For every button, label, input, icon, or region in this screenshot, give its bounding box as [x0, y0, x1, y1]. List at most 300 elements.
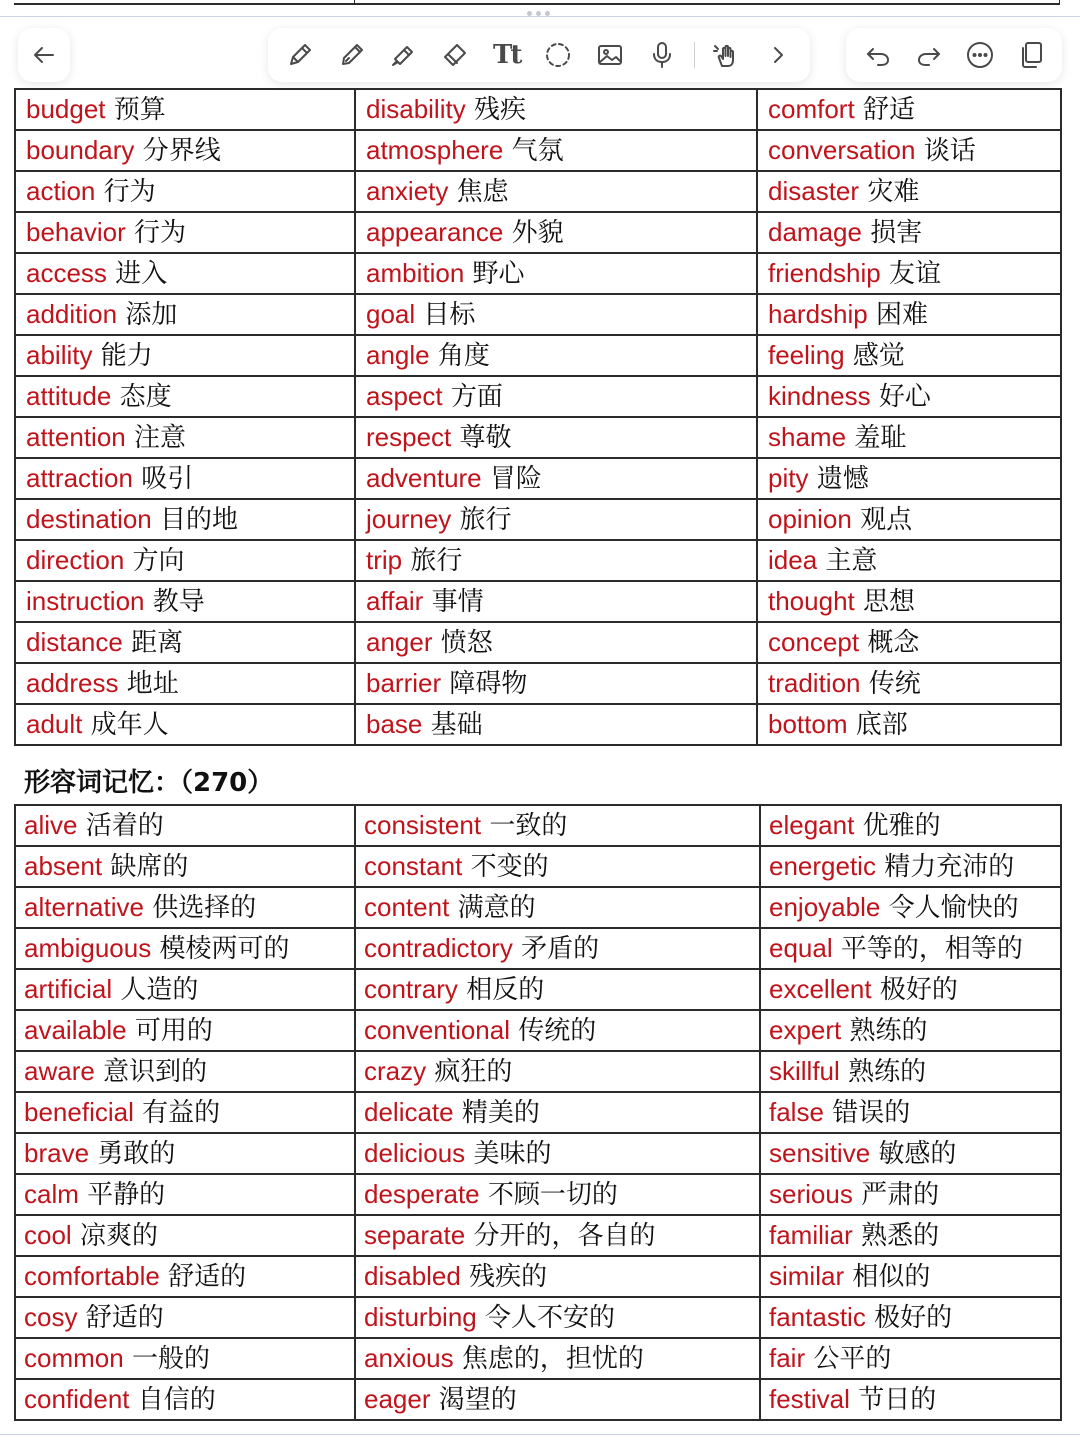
chinese-meaning: 残疾的 — [469, 1262, 548, 1292]
vocab-cell — [760, 1379, 1061, 1420]
english-word: ambition — [366, 258, 465, 288]
vocab-cell — [15, 417, 355, 458]
vocab-cell — [15, 622, 355, 663]
vocab-cell — [355, 171, 757, 212]
drag-handle-icon[interactable] — [527, 11, 550, 16]
chinese-meaning: 事情 — [431, 587, 484, 617]
chinese-meaning: 注意 — [134, 423, 187, 453]
chinese-meaning: 敏感的 — [878, 1139, 957, 1169]
english-word: aware — [24, 1056, 95, 1086]
vocab-cell — [15, 540, 355, 581]
hand-draw-icon — [711, 40, 741, 70]
table-row — [15, 846, 1061, 887]
english-word: calm — [24, 1179, 79, 1209]
vocab-cell — [757, 212, 1061, 253]
chinese-meaning: 渴望的 — [438, 1385, 517, 1415]
english-word: energetic — [769, 851, 876, 881]
lasso-tool-button[interactable] — [538, 35, 578, 75]
english-word: tradition — [768, 668, 861, 698]
chinese-meaning: 缺席的 — [110, 852, 189, 882]
vocab-cell — [15, 704, 355, 745]
vocab-cell — [15, 253, 355, 294]
table-row — [15, 1379, 1061, 1420]
table-row — [15, 1256, 1061, 1297]
vocab-cell — [757, 130, 1061, 171]
english-word: access — [26, 258, 107, 288]
english-word: kindness — [768, 381, 871, 411]
english-word: sensitive — [769, 1138, 871, 1168]
vocab-cell — [355, 581, 757, 622]
english-word: damage — [768, 217, 862, 247]
table-row — [15, 1174, 1061, 1215]
vocab-cell — [760, 928, 1061, 969]
vocab-cell — [15, 1133, 355, 1174]
vocab-cell — [355, 253, 757, 294]
vocab-cell — [15, 887, 355, 928]
previous-table-bottom-edge — [14, 0, 1060, 5]
adjectives-heading: 形容词记忆：（270） — [24, 768, 274, 798]
chinese-meaning: 尊敬 — [459, 423, 512, 453]
chinese-meaning: 底部 — [855, 710, 908, 740]
english-word: consistent — [364, 810, 482, 840]
chinese-meaning: 距离 — [131, 628, 184, 658]
chinese-meaning: 目标 — [423, 300, 476, 330]
chinese-meaning: 焦虑的，担忧的 — [461, 1344, 644, 1374]
eraser-icon — [440, 40, 470, 70]
chinese-meaning: 勇敢的 — [97, 1139, 176, 1169]
english-word: skillful — [769, 1056, 840, 1086]
chinese-meaning: 目的地 — [160, 505, 239, 535]
chinese-meaning: 分开的，各自的 — [473, 1221, 656, 1251]
english-word: idea — [768, 545, 818, 575]
english-word: appearance — [366, 217, 504, 247]
chinese-meaning: 传统的 — [518, 1016, 597, 1046]
english-word: goal — [366, 299, 416, 329]
vocab-cell — [355, 1379, 760, 1420]
chinese-meaning: 能力 — [100, 341, 153, 371]
english-word: anxious — [364, 1343, 454, 1373]
english-word: cosy — [24, 1302, 78, 1332]
vocab-cell — [15, 294, 355, 335]
chinese-meaning: 障碍物 — [449, 669, 528, 699]
english-word: addition — [26, 299, 118, 329]
pencil-icon — [337, 40, 367, 70]
chinese-meaning: 熟练的 — [849, 1016, 928, 1046]
chinese-meaning: 平静的 — [87, 1180, 166, 1210]
english-word: separate — [364, 1220, 466, 1250]
vocab-cell — [355, 1256, 760, 1297]
english-word: fantastic — [769, 1302, 866, 1332]
english-word: equal — [769, 933, 833, 963]
vocab-cell — [355, 663, 757, 704]
vocab-cell — [760, 846, 1061, 887]
table-row — [15, 1092, 1061, 1133]
vocab-cell — [757, 335, 1061, 376]
highlighter-icon — [388, 40, 418, 70]
chinese-meaning: 进入 — [115, 259, 168, 289]
chinese-meaning: 精力充沛的 — [884, 852, 1015, 882]
english-word: conventional — [364, 1015, 510, 1045]
english-word: concept — [768, 627, 860, 657]
english-word: journey — [366, 504, 452, 534]
table-row — [15, 1338, 1061, 1379]
vocab-cell — [355, 294, 757, 335]
english-word: disabled — [364, 1261, 461, 1291]
chinese-meaning: 节日的 — [858, 1385, 937, 1415]
table-row — [15, 622, 1061, 663]
chinese-meaning: 谈话 — [923, 136, 976, 166]
chinese-meaning: 教导 — [152, 587, 205, 617]
vocab-cell — [15, 499, 355, 540]
english-word: familiar — [769, 1220, 853, 1250]
vocab-cell — [15, 581, 355, 622]
english-word: false — [769, 1097, 824, 1127]
chinese-meaning: 旅行 — [459, 505, 512, 535]
chinese-meaning: 可用的 — [134, 1016, 213, 1046]
english-word: base — [366, 709, 423, 739]
english-word: shame — [768, 422, 847, 452]
text-tool-icon: Tt — [493, 40, 521, 70]
vocab-cell — [15, 663, 355, 704]
vocab-cell — [355, 417, 757, 458]
chinese-meaning: 极好的 — [879, 975, 958, 1005]
vocab-cell — [15, 805, 355, 846]
undo-icon — [863, 40, 893, 70]
vocab-cell — [757, 499, 1061, 540]
chinese-meaning: 一致的 — [489, 811, 568, 841]
vocab-cell — [760, 1256, 1061, 1297]
vocab-cell — [355, 1215, 760, 1256]
vocab-cell — [760, 1338, 1061, 1379]
table-row — [15, 704, 1061, 745]
more-options-button[interactable] — [960, 35, 1000, 75]
chinese-meaning: 疯狂的 — [434, 1057, 513, 1087]
chinese-meaning: 分界线 — [142, 136, 221, 166]
vocab-cell — [15, 1010, 355, 1051]
undo-button[interactable] — [858, 35, 898, 75]
english-word: expert — [769, 1015, 842, 1045]
vocab-cell — [15, 1379, 355, 1420]
vocab-cell — [760, 887, 1061, 928]
english-word: absent — [24, 851, 103, 881]
toolbar — [18, 28, 1062, 82]
english-word: delicate — [364, 1097, 454, 1127]
table-row — [15, 417, 1061, 458]
more-tools-button[interactable] — [758, 35, 798, 75]
vocab-cell — [760, 1133, 1061, 1174]
vocab-cell — [15, 1256, 355, 1297]
english-word: atmosphere — [366, 135, 504, 165]
chinese-meaning: 活着的 — [85, 811, 164, 841]
table-row — [15, 581, 1061, 622]
english-word: instruction — [26, 586, 145, 616]
english-word: serious — [769, 1179, 853, 1209]
chinese-meaning: 方面 — [450, 382, 503, 412]
chinese-meaning: 满意的 — [457, 893, 536, 923]
vocab-cell — [15, 1051, 355, 1092]
page-separator-bottom — [0, 1434, 1080, 1435]
chinese-meaning: 美味的 — [473, 1139, 552, 1169]
vocab-cell — [757, 458, 1061, 499]
vocab-cell — [355, 335, 757, 376]
chinese-meaning: 舒适 — [862, 95, 915, 125]
english-word: behavior — [26, 217, 126, 247]
chinese-meaning: 友谊 — [889, 259, 942, 289]
vocab-cell — [757, 253, 1061, 294]
english-word: beneficial — [24, 1097, 134, 1127]
chinese-meaning: 观点 — [860, 505, 913, 535]
english-word: anxiety — [366, 176, 449, 206]
text-tool-button[interactable] — [487, 35, 527, 75]
chinese-meaning: 极好的 — [874, 1303, 953, 1333]
english-word: confident — [24, 1384, 130, 1414]
redo-button[interactable] — [909, 35, 949, 75]
english-word: ability — [26, 340, 93, 370]
english-word: alternative — [24, 892, 144, 922]
vocab-cell — [15, 130, 355, 171]
vocab-cell — [757, 704, 1061, 745]
table-row — [15, 1010, 1061, 1051]
english-word: eager — [364, 1384, 431, 1414]
vocab-cell — [355, 1297, 760, 1338]
chinese-meaning: 行为 — [134, 218, 187, 248]
chinese-meaning: 遗憾 — [816, 464, 869, 494]
vocab-cell — [15, 335, 355, 376]
english-word: contrary — [364, 974, 458, 1004]
vocab-cell — [760, 805, 1061, 846]
chinese-meaning: 自信的 — [137, 1385, 216, 1415]
english-word: pity — [768, 463, 809, 493]
vocab-cell — [15, 212, 355, 253]
toolbar-divider — [694, 42, 695, 68]
chinese-meaning: 严肃的 — [861, 1180, 940, 1210]
vocab-cell — [355, 1010, 760, 1051]
english-word: constant — [364, 851, 463, 881]
chinese-meaning: 熟悉的 — [861, 1221, 940, 1251]
english-word: common — [24, 1343, 124, 1373]
vocab-cell — [355, 458, 757, 499]
english-word: festival — [769, 1384, 850, 1414]
english-word: destination — [26, 504, 152, 534]
vocab-cell — [757, 663, 1061, 704]
chinese-meaning: 错误的 — [832, 1098, 911, 1128]
english-word: boundary — [26, 135, 135, 165]
vocab-cell — [15, 458, 355, 499]
chinese-meaning: 凉爽的 — [79, 1221, 158, 1251]
english-word: distance — [26, 627, 123, 657]
vocab-cell — [760, 1092, 1061, 1133]
vocab-cell — [757, 581, 1061, 622]
english-word: delicious — [364, 1138, 466, 1168]
chinese-meaning: 传统 — [868, 669, 921, 699]
english-word: budget — [26, 94, 106, 124]
chinese-meaning: 成年人 — [90, 710, 169, 740]
table-row — [15, 1133, 1061, 1174]
chinese-meaning: 精美的 — [461, 1098, 540, 1128]
table-row — [15, 335, 1061, 376]
english-word: enjoyable — [769, 892, 881, 922]
english-word: attitude — [26, 381, 112, 411]
english-word: elegant — [769, 810, 855, 840]
english-word: barrier — [366, 668, 442, 698]
english-word: fair — [769, 1343, 806, 1373]
vocab-cell — [757, 171, 1061, 212]
vocab-cell — [757, 294, 1061, 335]
pages-overview-button[interactable] — [1011, 35, 1051, 75]
pages-icon — [1016, 40, 1046, 70]
vocab-cell — [355, 969, 760, 1010]
vocab-cell — [15, 1215, 355, 1256]
table-row — [15, 928, 1061, 969]
english-word: ambiguous — [24, 933, 152, 963]
english-word: friendship — [768, 258, 881, 288]
english-word: affair — [366, 586, 424, 616]
chinese-meaning: 舒适的 — [85, 1303, 164, 1333]
vocab-cell — [355, 805, 760, 846]
pencil-tool-button[interactable] — [332, 35, 372, 75]
vocab-cell — [355, 376, 757, 417]
chinese-meaning: 模棱两可的 — [159, 934, 290, 964]
chinese-meaning: 一般的 — [131, 1344, 210, 1374]
table-row — [15, 1297, 1061, 1338]
vocab-cell — [355, 887, 760, 928]
table-row — [15, 1051, 1061, 1092]
english-word: similar — [769, 1261, 845, 1291]
table-row — [15, 130, 1061, 171]
highlighter-tool-button[interactable] — [383, 35, 423, 75]
english-word: disability — [366, 94, 466, 124]
chinese-meaning: 气氛 — [511, 136, 564, 166]
chinese-meaning: 平等的，相等的 — [840, 934, 1023, 964]
table-row — [15, 969, 1061, 1010]
vocab-cell — [355, 928, 760, 969]
nouns-table — [14, 88, 1062, 746]
chinese-meaning: 角度 — [437, 341, 490, 371]
chinese-meaning: 好心 — [878, 382, 931, 412]
table-row — [15, 663, 1061, 704]
chinese-meaning: 人造的 — [120, 975, 199, 1005]
vocab-cell — [15, 1338, 355, 1379]
chinese-meaning: 思想 — [863, 587, 916, 617]
table-row — [15, 1215, 1061, 1256]
english-word: aspect — [366, 381, 443, 411]
english-word: angle — [366, 340, 430, 370]
english-word: comfort — [768, 94, 855, 124]
toolbar-left-group — [18, 28, 70, 82]
touch-draw-button[interactable] — [706, 35, 746, 75]
english-word: disaster — [768, 176, 860, 206]
chinese-meaning: 焦虑 — [456, 177, 509, 207]
english-word: thought — [768, 586, 855, 616]
back-button[interactable] — [24, 35, 64, 75]
redo-icon — [914, 40, 944, 70]
english-word: bottom — [768, 709, 848, 739]
table-row — [15, 294, 1061, 335]
chinese-meaning: 概念 — [867, 628, 920, 658]
chinese-meaning: 主意 — [825, 546, 878, 576]
vocab-cell — [760, 969, 1061, 1010]
chinese-meaning: 吸引 — [141, 464, 194, 494]
vocab-cell — [15, 89, 355, 130]
chinese-meaning: 灾难 — [867, 177, 920, 207]
english-word: artificial — [24, 974, 113, 1004]
english-word: respect — [366, 422, 452, 452]
vocab-cell — [355, 704, 757, 745]
eraser-tool-button[interactable] — [435, 35, 475, 75]
chinese-meaning: 方向 — [132, 546, 185, 576]
chinese-meaning: 添加 — [125, 300, 178, 330]
english-word: excellent — [769, 974, 872, 1004]
english-word: adult — [26, 709, 83, 739]
english-word: direction — [26, 545, 125, 575]
table-row — [15, 89, 1061, 130]
vocab-cell — [15, 1297, 355, 1338]
table-row — [15, 212, 1061, 253]
vocab-cell — [355, 1174, 760, 1215]
english-word: desperate — [364, 1179, 480, 1209]
vocab-cell — [760, 1297, 1061, 1338]
more-icon — [965, 40, 995, 70]
english-word: hardship — [768, 299, 868, 329]
vocab-cell — [760, 1051, 1061, 1092]
table-row — [15, 887, 1061, 928]
chinese-meaning: 基础 — [430, 710, 483, 740]
table-row — [15, 540, 1061, 581]
chinese-meaning: 野心 — [472, 259, 525, 289]
audio-record-button[interactable] — [642, 35, 682, 75]
chinese-meaning: 预算 — [113, 95, 166, 125]
english-word: conversation — [768, 135, 916, 165]
chinese-meaning: 令人愉快的 — [888, 893, 1019, 923]
table-row — [15, 376, 1061, 417]
chinese-meaning: 矛盾的 — [521, 934, 600, 964]
chinese-meaning: 外貌 — [511, 218, 564, 248]
english-word: available — [24, 1015, 127, 1045]
vocab-cell — [15, 171, 355, 212]
chinese-meaning: 相似的 — [852, 1262, 931, 1292]
vocab-cell — [355, 846, 760, 887]
chinese-meaning: 冒险 — [489, 464, 542, 494]
chinese-meaning: 旅行 — [410, 546, 463, 576]
image-icon — [595, 40, 625, 70]
pen-tool-button[interactable] — [280, 35, 320, 75]
chinese-meaning: 不变的 — [470, 852, 549, 882]
chinese-meaning: 令人不安的 — [485, 1303, 616, 1333]
image-tool-button[interactable] — [590, 35, 630, 75]
english-word: cool — [24, 1220, 72, 1250]
english-word: content — [364, 892, 450, 922]
chinese-meaning: 供选择的 — [152, 893, 257, 923]
english-word: attention — [26, 422, 126, 452]
vocab-cell — [355, 130, 757, 171]
chinese-meaning: 意识到的 — [103, 1057, 208, 1087]
vocab-cell — [355, 1092, 760, 1133]
vocab-cell — [757, 376, 1061, 417]
chinese-meaning: 行为 — [103, 177, 156, 207]
table-row — [15, 253, 1061, 294]
vocab-cell — [355, 622, 757, 663]
vocab-cell — [757, 622, 1061, 663]
chinese-meaning: 残疾 — [473, 95, 526, 125]
vocab-cell — [15, 969, 355, 1010]
chinese-meaning: 相反的 — [466, 975, 545, 1005]
vocab-cell — [15, 846, 355, 887]
vocab-cell — [355, 540, 757, 581]
table-row — [15, 458, 1061, 499]
chinese-meaning: 公平的 — [813, 1344, 892, 1374]
chinese-meaning: 愤怒 — [440, 628, 493, 658]
english-word: comfortable — [24, 1261, 160, 1291]
